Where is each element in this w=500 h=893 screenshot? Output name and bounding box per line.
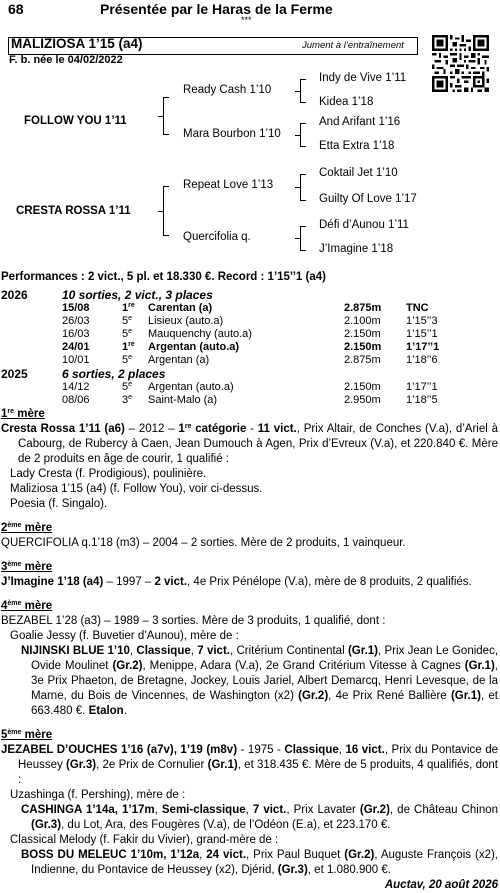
horse-status: Jument à l’entraînement [302, 40, 404, 51]
perf-time: 1’15’’3 [406, 315, 438, 327]
perf-date: 26/03 [62, 315, 90, 327]
perf-place: 1re [122, 302, 135, 314]
perf-place-suffix: e [128, 328, 133, 335]
dam-4-text: BEZABEL 1’28 (a3) – 1989 – 3 sorties. Mère de 3 produits, 1 qualifié, dont : [1, 615, 386, 627]
perf-place-suffix: e [128, 394, 133, 401]
pedigree-ds-dam: Guilty Of Love 1’17 [319, 193, 417, 205]
pedigree-ss-sire: Indy de Vive 1’11 [319, 72, 407, 84]
dam-4-child: Goalie Jessy (f. Buvetier d’Aunou), mère de : [10, 630, 239, 642]
perf-time: 1’18’’5 [406, 394, 438, 406]
pedigree-dam-sire: Repeat Love 1’13 [183, 179, 274, 191]
perf-date: 10/01 [62, 354, 90, 366]
qr-code-icon[interactable] [432, 35, 489, 92]
pedigree-ds-sire: Coktail Jet 1’10 [319, 167, 398, 179]
sex-birthdate: F. b. née le 04/02/2022 [9, 54, 123, 66]
horse-name: MALIZIOSA 1’15 (a4) [11, 36, 143, 51]
perf-place-suffix: e [128, 381, 133, 388]
dam-1-child: Poesia (f. Singalo). [10, 498, 108, 510]
pedigree-ss-dam: Kidea 1’18 [319, 96, 374, 108]
pedigree-bracket [163, 186, 169, 236]
dam-4-heading: 4ème mère [1, 600, 53, 612]
separator-stars: *** [241, 15, 252, 25]
perf-track: Argentan (a) [148, 354, 210, 366]
pedigree-dd-sire: Défi d’Aunou 1’11 [319, 219, 409, 231]
dam-1-child: Maliziosa 1’15 (a4) (f. Follow You), voir ci-dessus. [10, 483, 263, 495]
perf-date: 24/01 [62, 341, 90, 353]
perf-distance: 2.100m [344, 315, 381, 327]
perf-place: 5e [122, 354, 133, 366]
pedigree-sire-sire: Ready Cash 1’10 [183, 84, 272, 96]
dam-5-heading: 5ème mère [1, 729, 53, 741]
dam-3-text: J’Imagine 1’18 (a4) – 1997 – 2 vict., 4e Prix Pénélope (V.a), mère de 8 produits, 2 qualifiés. [1, 576, 472, 588]
perf-time: 1’18’’6 [406, 354, 438, 366]
perf-distance: 2.150m [344, 328, 381, 340]
pedigree-bracket [300, 123, 306, 147]
dam-5-grandchild: CASHINGA 1’14a, 1’17m, Semi-classique, 7 vict., Prix Lavater (Gr.2), de Château Chinon (Gr.3), du Lot, Ara, des Fougères (V.a), de l’Odéon (E.a), et 223.170 €. [21, 804, 499, 831]
perf-date: 14/12 [62, 381, 90, 393]
perf-year: 2025 [1, 367, 28, 381]
pedigree-bracket [163, 97, 169, 135]
perf-place-suffix: re [128, 302, 135, 309]
perf-year-summary: 10 sorties, 2 vict., 3 places [62, 288, 213, 302]
perf-date: 15/08 [62, 302, 90, 314]
perf-distance: 2.150m [344, 381, 381, 393]
perf-track: Argentan (auto.a) [148, 381, 234, 393]
perf-track: Lisieux (auto.a) [148, 315, 224, 327]
performances-summary: Performances : 2 vict., 5 pl. et 18.330 €. Record : 1’15’’1 (a4) [1, 271, 326, 283]
perf-place-suffix: e [128, 354, 133, 361]
perf-place-suffix: re [128, 341, 135, 348]
perf-date: 08/06 [62, 394, 90, 406]
dam-3-heading: 3ème mère [1, 561, 53, 573]
dam-1-text: Cresta Rossa 1’11 (a6) – 2012 – 1re catégorie - 11 vict., Prix Altair, de Conches (V.a), d’Ariel à Cabourg, de Rubercy à Caen, Jean Dumouch à Agen, Prix d’Evreux (V.a), et 220.840 €. Mère de 2 produits en âge de courir, 1 qualifié : [1, 423, 498, 465]
family-section [1, 407, 498, 893]
perf-place: 5e [122, 315, 133, 327]
pedigree-sd-sire: And Arifant 1’16 [319, 116, 401, 128]
perf-track: Saint-Malo (a) [148, 394, 218, 406]
perf-distance: 2.150m [344, 341, 382, 353]
dam-4-grandchild: NIJINSKI BLUE 1’10, Classique, 7 vict., Critérium Continental (Gr.1), Prix Jean Le Gonidec, Ovide Moulinet (Gr.2), Menippe, Adara (V.a), 2e Grand Critérium Vitesse à Cagnes (Gr.1), 3e Prix Phaeton, de Bretagne, Jockey, Louis Jariel, Albert Demarcq, Henri Levesque, de la Marne, du Bois de Vincennes, de Washington (x2) (Gr.2), 4e Prix René Ballière (Gr.1), et 663.480 €. Etalon. [21, 645, 499, 717]
perf-time: 1’15’’1 [406, 328, 438, 340]
perf-track: Mauquenchy (auto.a) [148, 328, 252, 340]
pedigree-sire: FOLLOW YOU 1’11 [24, 115, 127, 127]
dam-5-child: Uzashinga (f. Pershing), mère de : [10, 789, 186, 801]
dam-5-child: Classical Melody (f. Fakir du Vivier), grand-mère de : [10, 834, 279, 846]
dam-5-text: JEZABEL D’OUCHES 1’16 (a7v), 1’19 (m8v) - 1975 - Classique, 16 vict., Prix du Pontavice de Heussey (Gr.3), 2e Prix de Cornulier (Gr.1), et 318.435 €. Mère de 5 produits, 4 qualifiés, dont : [1, 744, 499, 786]
perf-place: 3e [122, 394, 133, 406]
perf-distance: 2.950m [344, 394, 381, 406]
perf-distance: 2.875m [344, 302, 382, 314]
pedigree-dd-dam: J’Imagine 1’18 [319, 243, 394, 255]
pedigree-bracket [300, 174, 306, 201]
perf-track: Argentan (auto.a) [148, 341, 240, 353]
pedigree-dam: CRESTA ROSSA 1’11 [16, 205, 131, 217]
page-title: Présentée par le Haras de la Ferme [100, 1, 333, 17]
pedigree-sire-dam: Mara Bourbon 1’10 [183, 128, 281, 140]
perf-year: 2026 [1, 288, 28, 302]
perf-time: 1’17’’1 [406, 341, 440, 353]
perf-year-summary: 6 sorties, 2 places [62, 367, 166, 381]
dam-1-child: Lady Cresta (f. Prodigious), poulinière. [10, 468, 207, 480]
perf-place: 1re [122, 341, 135, 353]
dam-2-text: QUERCIFOLIA q.1’18 (m3) – 2004 – 2 sorties. Mère de 2 produits, 1 vainqueur. [1, 537, 406, 549]
perf-distance: 2.875m [344, 354, 381, 366]
pedigree-dam-dam: Quercifolia q. [183, 231, 251, 243]
pedigree-bracket [300, 226, 306, 251]
perf-place: 5e [122, 381, 133, 393]
perf-place-suffix: e [128, 315, 133, 322]
lot-number: 68 [8, 1, 24, 17]
dam-5-grandchild: BOSS DU MELEUC 1’10m, 1’12a, 24 vict., Prix Paul Buquet (Gr.2), Auguste François (x2), Indienne, du Pontavice de Heussey (x2), Djérid, (Gr.3), et 1.080.900 €. [21, 849, 498, 876]
perf-track: Carentan (a) [148, 302, 213, 314]
pedigree-bracket [300, 79, 306, 103]
perf-time: TNC [406, 302, 429, 314]
dam-2-heading: 2ème mère [1, 522, 53, 534]
perf-place: 5e [122, 328, 133, 340]
footer-source: Auctav, 20 août 2026 [384, 879, 498, 891]
perf-time: 1’17’’1 [406, 381, 438, 393]
pedigree-sd-dam: Etta Extra 1’18 [319, 140, 395, 152]
perf-date: 16/03 [62, 328, 90, 340]
dam-1-heading: 1re mère [1, 408, 45, 420]
